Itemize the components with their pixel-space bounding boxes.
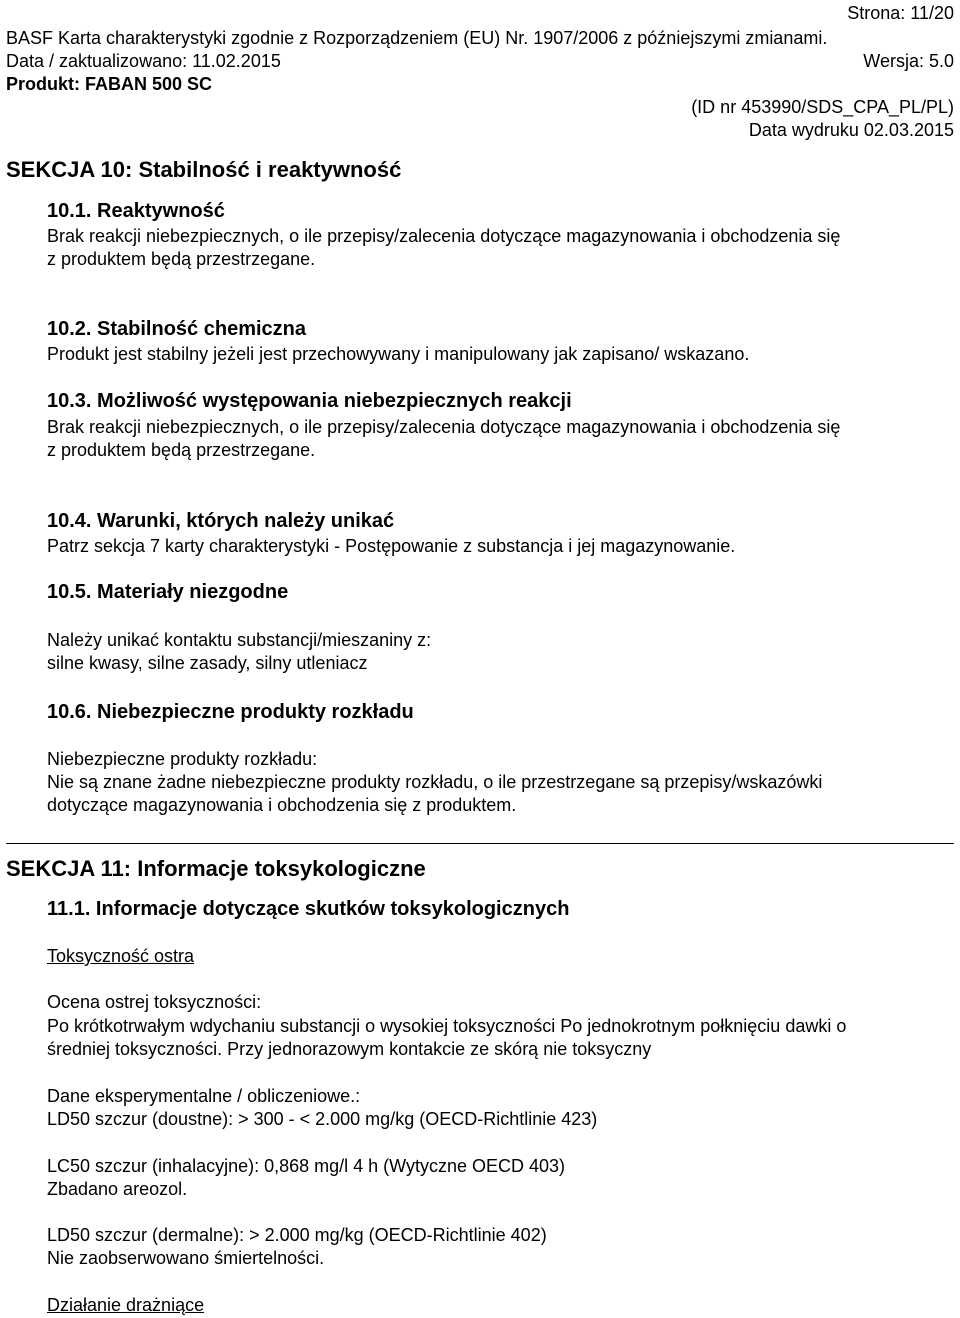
acute-toxicity-label: Toksyczność ostra (47, 946, 195, 966)
version: Wersja: 5.0 (863, 51, 954, 71)
text-line: LC50 szczur (inhalacyjne): 0,868 mg/l 4 h (Wytyczne OECD 403) (47, 1156, 566, 1176)
text-line: Brak reakcji niebezpiecznych, o ile przepisy/zalecenia dotyczące magazynowania i obchodzenia się (47, 417, 841, 437)
text-line: LD50 szczur (doustne): > 300 - < 2.000 mg/kg (OECD-Richtlinie 423) (47, 1109, 598, 1129)
subsection-10-6-heading: 10.6. Niebezpieczne produkty rozkładu (47, 701, 414, 723)
text-line: Należy unikać kontaktu substancji/mieszaniny z: (47, 630, 432, 650)
document-id: (ID nr 453990/SDS_CPA_PL/PL) (691, 97, 954, 117)
assessment-label: Ocena ostrej toksyczności: (47, 992, 262, 1012)
subsection-10-1-heading: 10.1. Reaktywność (47, 200, 225, 222)
text-line: LD50 szczur (dermalne): > 2.000 mg/kg (OECD-Richtlinie 402) (47, 1225, 547, 1245)
print-date: Data wydruku 02.03.2015 (748, 120, 954, 140)
section-divider (6, 843, 954, 844)
revision-date: Data / zaktualizowano: 11.02.2015 (6, 51, 281, 71)
page-number: Strona: 11/20 (847, 3, 954, 23)
text-line: Patrz sekcja 7 karty charakterystyki - Postępowanie z substancja i jej magazynowanie. (47, 536, 736, 556)
text-line: dotyczące magazynowania i obchodzenia się z produktem. (47, 795, 517, 815)
product-name: Produkt: FABAN 500 SC (6, 74, 213, 94)
text-line: Nie zaobserwowano śmiertelności. (47, 1248, 325, 1268)
text-line: średniej toksyczności. Przy jednorazowym kontakcie ze skórą nie toksyczny (47, 1039, 652, 1059)
subsection-10-2-heading: 10.2. Stabilność chemiczna (47, 318, 306, 340)
text-line: Po krótkotrwałym wdychaniu substancji o wysokiej toksyczności Po jednokrotnym połknięciu dawki o (47, 1016, 847, 1036)
subsection-10-5-heading: 10.5. Materiały niezgodne (47, 581, 289, 603)
subsection-11-1-heading: 11.1. Informacje dotyczące skutków toksykologicznych (47, 898, 570, 920)
experimental-data-label: Dane eksperymentalne / obliczeniowe.: (47, 1086, 361, 1106)
text-line: silne kwasy, silne zasady, silny utleniacz (47, 653, 368, 673)
subsection-10-4-heading: 10.4. Warunki, których należy unikać (47, 510, 395, 532)
text-line: z produktem będą przestrzegane. (47, 440, 316, 460)
section-11-heading: SEKCJA 11: Informacje toksykologiczne (6, 856, 426, 881)
text-line: Nie są znane żadne niebezpieczne produkty rozkładu, o ile przestrzegane są przepisy/wskazówki (47, 772, 823, 792)
subsection-10-3-heading: 10.3. Możliwość występowania niebezpiecznych reakcji (47, 390, 572, 412)
text-line: Produkt jest stabilny jeżeli jest przechowywany i manipulowany jak zapisano/ wskazano. (47, 344, 750, 364)
section-10-heading: SEKCJA 10: Stabilność i reaktywność (6, 157, 402, 182)
text-line: Zbadano areozol. (47, 1179, 188, 1199)
text-line: Niebezpieczne produkty rozkładu: (47, 749, 318, 769)
document-title: BASF Karta charakterystyki zgodnie z Rozporządzeniem (EU) Nr. 1907/2006 z późniejszymi zmianami. (6, 28, 828, 48)
irritation-label: Działanie drażniące (47, 1295, 205, 1315)
text-line: z produktem będą przestrzegane. (47, 249, 316, 269)
text-line: Brak reakcji niebezpiecznych, o ile przepisy/zalecenia dotyczące magazynowania i obchodzenia się (47, 226, 841, 246)
